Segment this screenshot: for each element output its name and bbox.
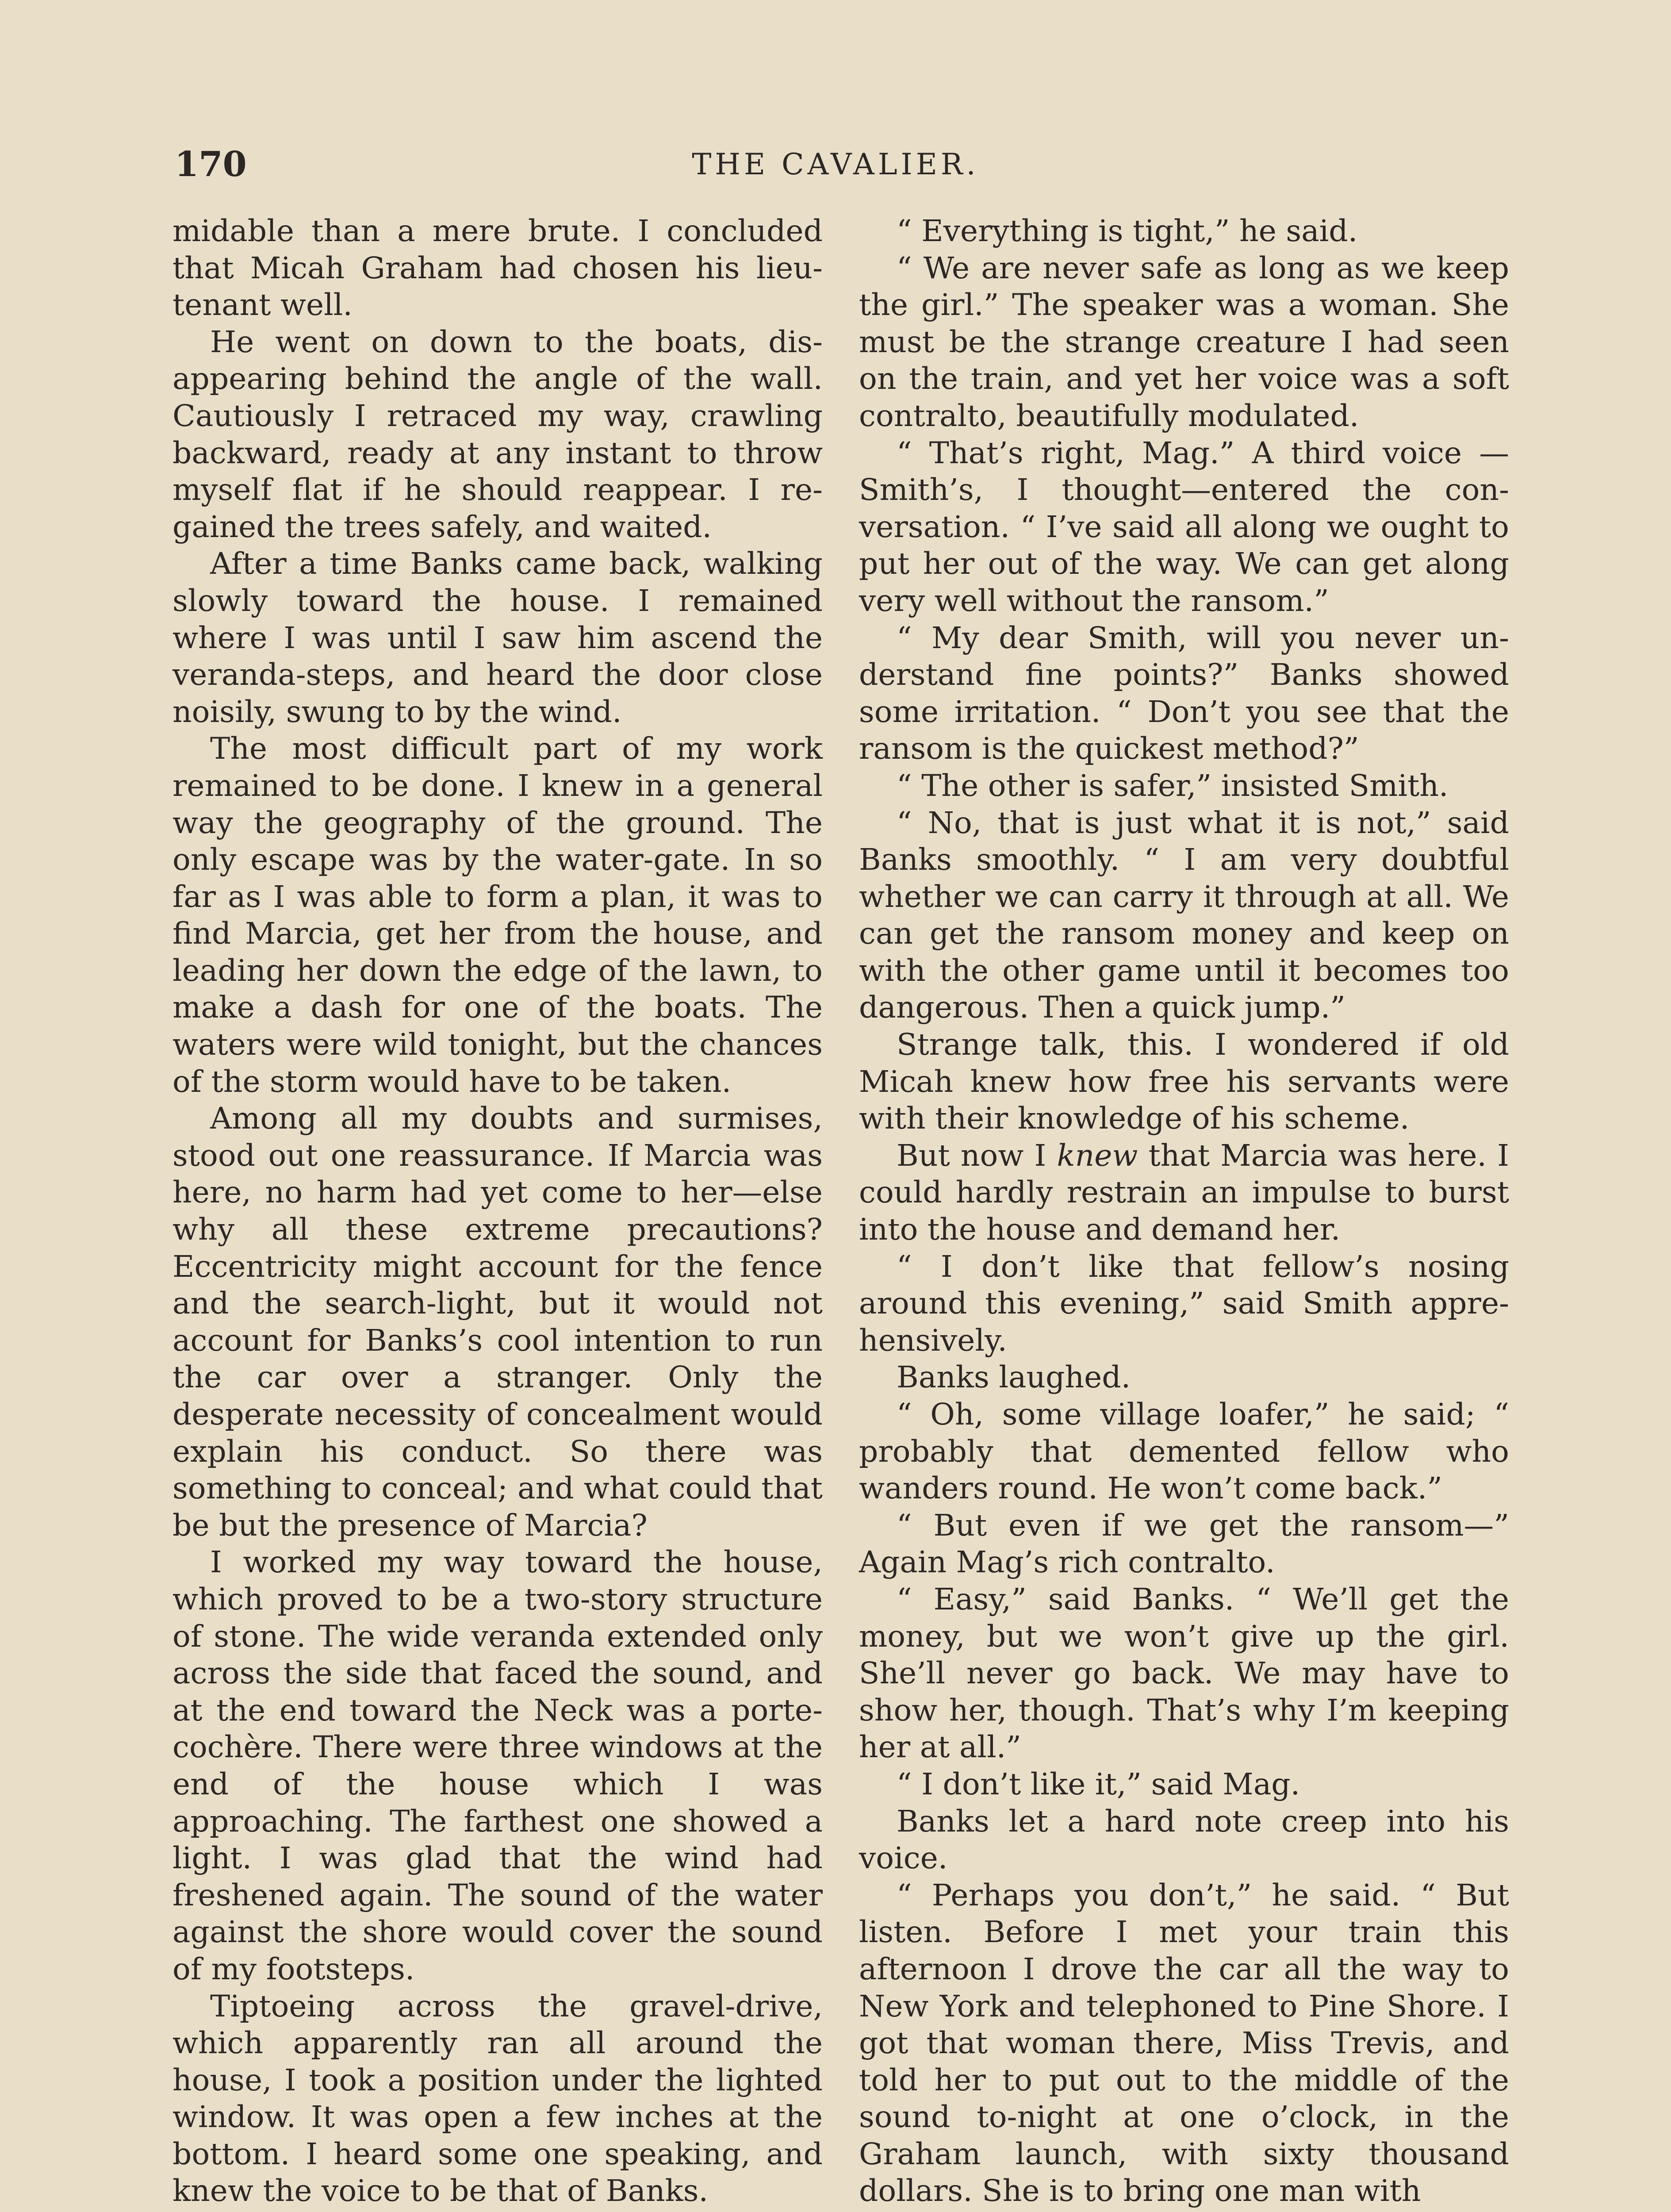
emphasis-text: knew xyxy=(1057,1137,1138,1173)
paragraph: Strange talk, this. I wondered if old Micah knew how free his servants were with their knowledge of his scheme. xyxy=(859,1027,1509,1136)
text-run: that Marcia was here. I could hardly restrain an impulse to burst into the house and demand her. xyxy=(859,1137,1509,1247)
paragraph: Among all my doubts and surmises, stood out one reassurance. If Marcia was here, no harm had yet come to her—else why all these extreme precautions? Eccentricity might account for the fence and the search-light, but it would not account for Banks’s cool intention to run the car over a stranger. Only the desperate necessity of concealment would explain his conduct. So there was something to conceal; and what could that be but the presence of Marcia? xyxy=(172,1101,823,1543)
paragraph: “ But even if we get the ransom—” Again Mag’s rich contralto. xyxy=(859,1507,1509,1580)
paragraph: “ I don’t like that fellow’s nosing around this evening,” said Smith apprehensively. xyxy=(859,1248,1509,1358)
left-column xyxy=(172,212,823,2209)
paragraph: Tiptoeing across the gravel-drive, which apparently ran all around the house, I took a position under the lighted window. It was open a few inches at the bottom. I heard some one speaking, and knew the voice to be that of Banks. xyxy=(172,1988,823,2208)
paragraph: Banks let a hard note creep into his voice. xyxy=(859,1803,1509,1876)
paragraph: “ We are never safe as long as we keep the girl.” The speaker was a woman. She must be the strange creature I had seen on the train, and yet her voice was a soft contralto, beautifully modulated. xyxy=(859,250,1509,433)
running-title: THE CAVALIER. xyxy=(692,147,979,181)
paragraph: “ I don’t like it,” said Mag. xyxy=(897,1766,1300,1801)
paragraph: I worked my way toward the house, which proved to be a two-story structure of stone. The wide veranda extended only across the side that faced the sound, and at the end toward the Neck was a porte-cochère. There were three windows at the end of the house which I was approaching. The farthest one showed a light. I was glad that the wind had freshened again. The sound of the water against the shore would cover the sound of my footsteps. xyxy=(172,1544,823,1986)
paragraph: “ Easy,” said Banks. “ We’ll get the money, but we won’t give up the girl. She’ll never go back. We may have to show her, though. That’s why I’m keeping her at all.” xyxy=(859,1581,1509,1765)
right-column xyxy=(859,212,1509,2209)
paragraph: Banks laughed. xyxy=(897,1359,1131,1395)
paragraph: “ My dear Smith, will you never understand fine points?” Banks showed some irritation. “ Don’t you see that the ransom is the quickest method?” xyxy=(859,620,1509,766)
paragraph: “ Oh, some village loafer,” he said; “ probably that demented fellow who wanders round. He won’t come back.” xyxy=(859,1397,1509,1506)
paragraph: midable than a mere brute. I concluded that Micah Graham had chosen his lieutenant well. xyxy=(172,213,823,323)
page-number: 170 xyxy=(175,144,247,184)
page-header xyxy=(0,142,1671,187)
paragraph: “ No, that is just what it is not,” said Banks smoothly. “ I am very doubtful whether we can carry it through at all. We can get the ransom money and keep on with the other game until it becomes too dangerous. Then a quick jump.” xyxy=(859,805,1509,1025)
paragraph: “ Perhaps you don’t,” he said. “ But listen. Before I met your train this afternoon I drove the car all the way to New York and telephoned to Pine Shore. I got that woman there, Miss Trevis, and told her to put out to the middle of the sound to-night at one o’clock, in the Graham launch, with sixty thousand dollars. She is to bring one man with xyxy=(859,1877,1509,2208)
paragraph: “ Everything is tight,” he said. xyxy=(897,213,1358,248)
paragraph: “ That’s right, Mag.” A third voice —Smith’s, I thought—entered the conversation. “ I’ve said all along we ought to put her out of the way. We can get along very well without the ransom.” xyxy=(859,435,1509,618)
paragraph: After a time Banks came back, walking slowly toward the house. I remained where I was until I saw him ascend the veranda-steps, and heard the door close noisily, swung to by the wind. xyxy=(172,546,823,729)
paragraph: He went on down to the boats, disappearing behind the angle of the wall. Cautiously I retraced my way, crawling backward, ready at any instant to throw myself flat if he should reappear. I regained the trees safely, and waited. xyxy=(172,324,823,544)
paragraph: “ The other is safer,” insisted Smith. xyxy=(897,768,1449,803)
paragraph xyxy=(859,1137,1509,1248)
paragraph: The most difficult part of my work remained to be done. I knew in a general way the geography of the ground. The only escape was by the water-gate. In so far as I was able to form a plan, it was to find Marcia, get her from the house, and leading her down the edge of the lawn, to make a dash for one of the boats. The waters were wild tonight, but the chances of the storm would have to be taken. xyxy=(172,731,823,1099)
text-run: But now I xyxy=(897,1137,1057,1173)
